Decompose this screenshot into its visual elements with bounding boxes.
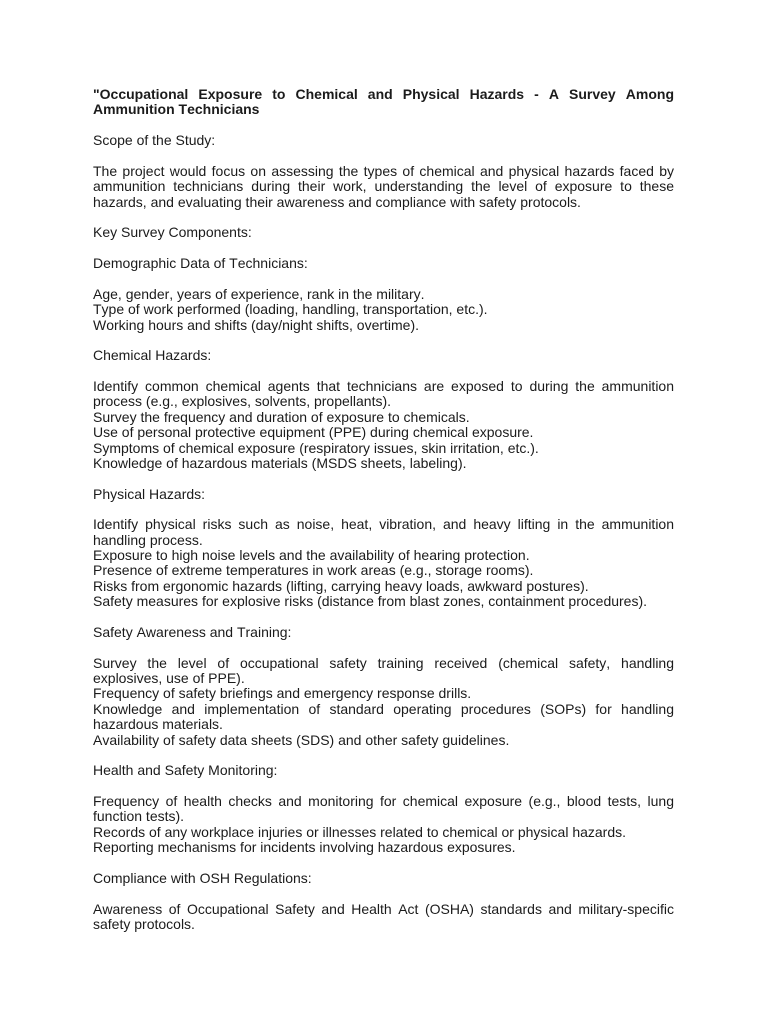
- list-item: Frequency of health checks and monitoring for chemical exposure (e.g., blood tests, lung function tests).: [93, 793, 674, 825]
- section-safety-awareness: [93, 625, 674, 748]
- list-item: Frequency of safety briefings and emergency response drills.: [93, 685, 472, 702]
- list-item: Knowledge of hazardous materials (MSDS sheets, labeling).: [93, 454, 467, 471]
- section-heading: Physical Hazards:: [93, 485, 206, 502]
- list-item: Identify physical risks such as noise, heat, vibration, and heavy lifting in the ammunition handling process.: [93, 516, 674, 548]
- section-physical-hazards: [93, 487, 674, 610]
- list-item: Working hours and shifts (day/night shifts, overtime).: [93, 316, 420, 333]
- list-item: Presence of extreme temperatures in work areas (e.g., storage rooms).: [93, 562, 534, 579]
- section-heading: Compliance with OSH Regulations:: [93, 869, 312, 886]
- item-list: [93, 656, 674, 748]
- section-heading: Health and Safety Monitoring:: [93, 762, 278, 779]
- document-title: "Occupational Exposure to Chemical and Physical Hazards - A Survey Among Ammunition Technicians: [93, 86, 674, 118]
- scope-paragraph: The project would focus on assessing the types of chemical and physical hazards faced by ammunition technicians during their work, understanding the level of exposure to these hazards, and evaluating their awareness and compliance with safety protocols.: [93, 162, 674, 210]
- list-item: Exposure to high noise levels and the availability of hearing protection.: [93, 547, 530, 564]
- section-osh-compliance: [93, 871, 674, 932]
- section-heading: Demographic Data of Technicians:: [93, 255, 308, 272]
- list-item: Reporting mechanisms for incidents involving hazardous exposures.: [93, 839, 516, 856]
- section-heading: Chemical Hazards:: [93, 347, 212, 364]
- list-item: Symptoms of chemical exposure (respiratory issues, skin irritation, etc.).: [93, 439, 539, 456]
- list-item: Risks from ergonomic hazards (lifting, carrying heavy loads, awkward postures).: [93, 577, 589, 594]
- list-item: Type of work performed (loading, handling, transportation, etc.).: [93, 301, 488, 318]
- scope-heading: Scope of the Study:: [93, 132, 216, 149]
- section-chemical-hazards: [93, 348, 674, 471]
- list-item: Knowledge and implementation of standard operating procedures (SOPs) for handling hazardous materials.: [93, 700, 674, 733]
- list-item: Survey the frequency and duration of exposure to chemicals.: [93, 408, 470, 425]
- item-list: [93, 902, 674, 933]
- item-list: [93, 379, 674, 471]
- section-heading: Safety Awareness and Training:: [93, 623, 292, 640]
- item-list: [93, 794, 674, 856]
- list-item: Use of personal protective equipment (PPE) during chemical exposure.: [93, 424, 534, 441]
- list-item: Survey the level of occupational safety training received (chemical safety, handling explosives, use of PPE).: [93, 654, 674, 687]
- item-list: [93, 287, 674, 333]
- list-item: Records of any workplace injuries or illnesses related to chemical or physical hazards.: [93, 823, 627, 840]
- list-item: Awareness of Occupational Safety and Health Act (OSHA) standards and military-specific safety protocols.: [93, 900, 674, 933]
- document-body: [93, 87, 674, 932]
- section-demographic-data: [93, 256, 674, 333]
- list-item: Availability of safety data sheets (SDS) and other safety guidelines.: [93, 731, 510, 748]
- list-item: Identify common chemical agents that technicians are exposed to during the ammunition process (e.g., explosives, solvents, propellants).: [93, 378, 674, 410]
- item-list: [93, 517, 674, 609]
- section-health-monitoring: [93, 763, 674, 855]
- list-item: Age, gender, years of experience, rank in the military.: [93, 285, 425, 302]
- list-item: Safety measures for explosive risks (distance from blast zones, containment procedures).: [93, 593, 648, 610]
- components-heading: Key Survey Components:: [93, 224, 252, 241]
